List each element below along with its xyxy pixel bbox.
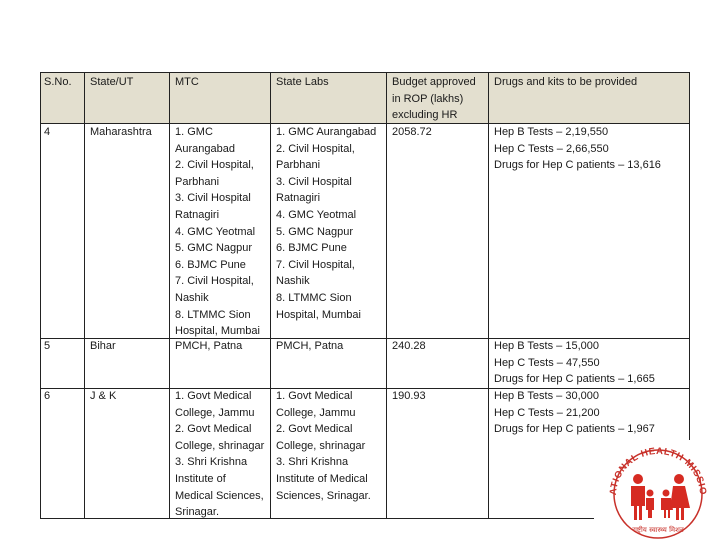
table-rule: [270, 72, 271, 519]
cell-budget: 2058.72: [392, 126, 432, 138]
data-table: [40, 72, 690, 519]
cell-budget: 190.93: [392, 390, 426, 402]
table-rule: [689, 72, 690, 440]
cell-state: J & K: [90, 390, 117, 402]
cell-sno: 4: [44, 126, 51, 138]
table-rule: [40, 72, 690, 73]
cell-mtc: 1. Govt Medical College, Jammu 2. Govt Medical College, shrinagar 3. Shri Krishna Institute of Medical Sciences, Srinagar.: [175, 390, 265, 519]
header-sno: S.No.: [44, 76, 72, 88]
logo-tagline: राष्ट्रीय स्वास्थ्य मिशन: [632, 526, 684, 534]
cell-state-labs: 1. Govt Medical College, Jammu 2. Govt Medical College, shrinagar 3. Shri Krishna Institute of Medical Sciences, Srinagar.: [276, 390, 371, 502]
cell-mtc: PMCH, Patna: [175, 340, 243, 352]
header-mtc: MTC: [175, 76, 199, 88]
family-figures-icon: [631, 474, 690, 520]
cell-state: Maharashtra: [90, 126, 152, 138]
table-rule: [488, 72, 489, 519]
cell-mtc: 1. GMC Aurangabad 2. Civil Hospital, Parbhani 3. Civil Hospital Ratnagiri 4. GMC Yeotmal 5. GMC Nagpur 6. BJMC Pune 7. Civil Hospital, Nashik 8. LTMMC Sion Hospital, Mumbai: [175, 126, 260, 338]
cell-state: Bihar: [90, 340, 116, 352]
cell-state-labs: 1. GMC Aurangabad 2. Civil Hospital, Parbhani 3. Civil Hospital Ratnagiri 4. GMC Yeotmal 5. GMC Nagpur 6. BJMC Pune 7. Civil Hospital, Nashik 8. LTMMC Sion Hospital, Mumbai: [276, 126, 377, 321]
cell-state-labs: PMCH, Patna: [276, 340, 344, 352]
header-budget: Budget approved in ROP (lakhs) excluding HR: [392, 76, 476, 122]
nhm-logo-emblem: [594, 440, 720, 540]
table-rule: [84, 72, 85, 519]
cell-drugs: Hep B Tests – 2,19,550 Hep C Tests – 2,66,550 Drugs for Hep C patients – 13,616: [494, 126, 661, 172]
cell-sno: 5: [44, 340, 51, 352]
cell-drugs: Hep B Tests – 15,000 Hep C Tests – 47,550 Drugs for Hep C patients – 1,665: [494, 340, 655, 386]
table-rule: [386, 72, 387, 519]
cell-sno: 6: [44, 390, 51, 402]
header-state: State/UT: [90, 76, 134, 88]
header-state-labs: State Labs: [276, 76, 329, 88]
table-rule: [40, 72, 41, 519]
logo-arc-text: ATIONAL HEALTH MISSIO: [607, 445, 709, 496]
cell-drugs: Hep B Tests – 30,000 Hep C Tests – 21,200 Drugs for Hep C patients – 1,967: [494, 390, 655, 436]
table-rule: [40, 518, 690, 519]
nhm-logo: [594, 440, 720, 540]
cell-budget: 240.28: [392, 340, 426, 352]
table-rule: [169, 72, 170, 519]
header-drugs: Drugs and kits to be provided: [494, 76, 638, 88]
